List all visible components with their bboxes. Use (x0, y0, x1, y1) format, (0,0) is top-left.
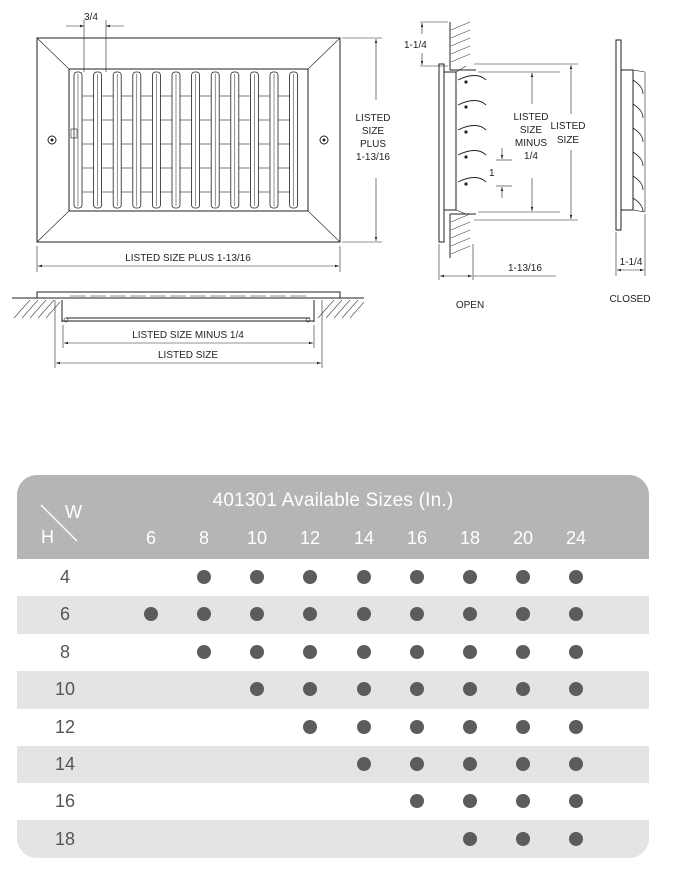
available-dot (303, 570, 317, 584)
plan-outer-dim-label: LISTED SIZE (157, 350, 219, 361)
available-dot (250, 682, 264, 696)
front-bottom-dimension (37, 246, 340, 272)
plan-inner-dim-label: LISTED SIZE MINUS 1/4 (132, 330, 244, 341)
available-dot (463, 570, 477, 584)
front-right-dim-line1: LISTED (355, 113, 391, 124)
side-view-open (439, 22, 486, 258)
table-header (17, 475, 649, 559)
closed-dim-label: 1-1/4 (619, 257, 643, 268)
width-header-8: 8 (198, 528, 209, 548)
available-dot (516, 570, 530, 584)
height-label: 14 (54, 754, 76, 774)
front-right-dim-line4: 1-13/16 (356, 152, 390, 163)
available-dot (357, 682, 371, 696)
front-view (37, 38, 340, 242)
available-dot (197, 570, 211, 584)
available-dot (463, 645, 477, 659)
available-dot (357, 570, 371, 584)
open-label: OPEN (455, 300, 485, 311)
available-dot (516, 682, 530, 696)
height-label: 10 (54, 679, 76, 700)
closed-label: CLOSED (609, 294, 651, 305)
available-dot (569, 607, 583, 621)
available-dot (410, 570, 424, 584)
front-top-dimension (66, 12, 124, 72)
available-dot (569, 682, 583, 696)
front-right-dim-line2: SIZE (361, 126, 385, 137)
side-outer-dim-line2: SIZE (556, 135, 580, 146)
front-right-dimension (342, 38, 391, 242)
available-dot (197, 645, 211, 659)
available-dot (303, 682, 317, 696)
width-header-14: 14 (353, 528, 375, 548)
side-inner-dim-line3: MINUS (514, 138, 548, 149)
available-dot (516, 720, 530, 734)
width-header-24: 24 (565, 528, 587, 548)
side-inner-dim-line1: LISTED (513, 112, 549, 123)
available-dot (516, 832, 530, 846)
available-dot (463, 794, 477, 808)
side-bottom-dim-label: 1-13/16 (508, 263, 542, 274)
front-top-dim-label: 3/4 (84, 12, 98, 23)
available-dot (463, 607, 477, 621)
available-dot (569, 757, 583, 771)
side-inner-dim-line4: 1/4 (524, 151, 538, 162)
available-dot (303, 607, 317, 621)
available-dot (516, 607, 530, 621)
available-dot (516, 645, 530, 659)
side-blades (458, 76, 486, 186)
available-dot (463, 832, 477, 846)
table-row (17, 821, 649, 858)
available-dot (250, 645, 264, 659)
width-header-18: 18 (459, 528, 481, 548)
available-dot (569, 570, 583, 584)
table-row (17, 559, 649, 596)
table-row (17, 671, 649, 708)
available-dot (357, 720, 371, 734)
available-sizes-table (17, 475, 649, 858)
available-dot (197, 607, 211, 621)
available-dot (516, 757, 530, 771)
side-view-closed (616, 40, 645, 230)
side-open-dimensions (404, 22, 586, 311)
available-dot (569, 832, 583, 846)
height-label: 16 (54, 791, 76, 812)
front-blades (74, 72, 298, 208)
available-dot (410, 607, 424, 621)
available-dot (410, 645, 424, 659)
closed-blades (633, 80, 643, 212)
width-header-12: 12 (299, 528, 321, 548)
available-dot (516, 794, 530, 808)
plan-dimensions (55, 300, 322, 368)
front-bottom-dim-label: LISTED SIZE PLUS 1-13/16 (125, 253, 251, 264)
height-label: 8 (59, 641, 70, 662)
width-header-10: 10 (246, 528, 268, 548)
available-dot (463, 720, 477, 734)
table-row (17, 746, 649, 783)
height-label: 4 (59, 567, 70, 587)
corner-width-label: W (65, 502, 82, 522)
table-title: 401301 Available Sizes (In.) (212, 490, 454, 511)
side-top-dim-label: 1-1/4 (404, 40, 427, 51)
available-dot (569, 794, 583, 808)
width-header-20: 20 (512, 528, 534, 548)
width-header-16: 16 (406, 528, 428, 548)
available-dot (250, 607, 264, 621)
width-header-6: 6 (145, 528, 156, 548)
available-dot (144, 607, 158, 621)
corner-height-label: H (41, 527, 54, 547)
side-inner-dim-line2: SIZE (519, 125, 543, 136)
available-dot (569, 645, 583, 659)
available-dot (463, 682, 477, 696)
available-dot (303, 720, 317, 734)
screw-right-icon (320, 136, 328, 144)
available-dot (410, 682, 424, 696)
available-dot (410, 757, 424, 771)
table-row (17, 634, 649, 671)
table-row (17, 783, 649, 820)
available-dot (410, 794, 424, 808)
available-dot (569, 720, 583, 734)
available-dot (357, 645, 371, 659)
available-dot (357, 607, 371, 621)
table-row (17, 709, 649, 746)
height-label: 12 (54, 716, 76, 737)
plan-view (12, 292, 364, 322)
side-small-dim-label: 1 (489, 168, 495, 179)
screw-left-icon (48, 136, 56, 144)
available-dot (250, 570, 264, 584)
table-row (17, 596, 649, 633)
available-dot (303, 645, 317, 659)
height-label: 6 (59, 604, 70, 625)
available-dot (357, 757, 371, 771)
available-dot (410, 720, 424, 734)
available-dot (463, 757, 477, 771)
side-outer-dim-line1: LISTED (550, 121, 586, 132)
front-right-dim-line3: PLUS (359, 139, 387, 150)
height-label: 18 (54, 828, 76, 849)
